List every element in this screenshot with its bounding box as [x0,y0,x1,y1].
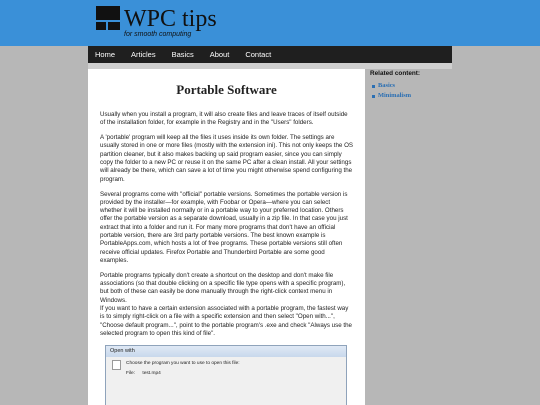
bullet-icon [372,95,375,98]
article-panel [88,69,365,405]
related-link-minimalism[interactable] [370,91,452,101]
article-paragraph: Several programs come with "official" portable versions. Sometimes the portable version is provided by the installer—for example, with Foobar or Opera—where you can select whether it will be installed normally or in a portable way to your preferred location. Others offer the portable version as a separate download, usually in a zip file. In that case you just extract that into a folder and run it. For many more programs that don't have an official portable version, there are 3rd party portable versions. The best known example is PortableApps.com, which hosts a lot of free programs. These portable versions still often receive official updates. Firefox Portable and Thunderbird Portable are some good examples. [100,190,348,264]
nav-contact[interactable]: Contact [245,50,272,59]
dialog-prompt: Choose the program you want to use to open this file: [126,360,240,366]
related-link-label[interactable]: Basics [378,82,396,89]
related-link-label[interactable]: Minimalism [378,92,412,99]
dialog-title: Open with [106,346,346,357]
nav-articles[interactable]: Articles [131,50,156,59]
dialog-file [126,370,161,378]
dialog-file-label: File: [126,370,136,376]
article-paragraph: Usually when you install a program, it will also create files and leave traces of itself outside of the installation folder, for example in the Registry and in the "Users" folders. [100,111,348,127]
nav-home[interactable]: Home [95,50,116,59]
related-content-heading: Related content: [370,70,421,77]
main-nav [88,46,452,63]
related-link-basics[interactable] [370,81,452,91]
file-icon [112,360,121,370]
nav-about[interactable]: About [209,50,230,59]
site-title[interactable]: WPC tips [124,6,217,32]
related-links [370,81,452,101]
article-paragraph: Portable programs typically don't create a shortcut on the desktop and don't make file associations (so that double clicking on a specific file type opens with a specific program), but both of these can easily be done manually through the right-click context menu in Windows. [100,271,346,304]
article-body [100,111,353,405]
site-logo-icon[interactable] [96,6,120,30]
sidebar [370,69,452,101]
open-with-dialog-screenshot [105,345,347,405]
page-title: Portable Software [176,82,277,97]
dialog-file-name: test.mp4 [142,370,161,376]
bullet-icon [372,85,375,88]
site-tagline: for smooth computing [124,31,192,38]
article-paragraph: A 'portable' program will keep all the files it uses inside its own folder. The settings are usually stored in one or more files (mostly with the extension ini). This not only keeps the OS partition cleaner, but it also makes backing up said program easier, since you can simply copy the folder to a new PC or reuse it on the same PC after a clean install. All your settings will already be there, which can save a lot of time you might otherwise spend configuring the program. [100,134,354,183]
header-banner [0,0,540,46]
article-paragraph: If you want to have a certain extension associated with a portable program, the fastest way is to simply right-click on a file with a specific extension and then select "Open with...", "Choose default program...", point to the portable program's .exe and check "Always use the selected program to open this kind of file". [100,305,352,337]
nav-basics[interactable]: Basics [171,50,194,59]
